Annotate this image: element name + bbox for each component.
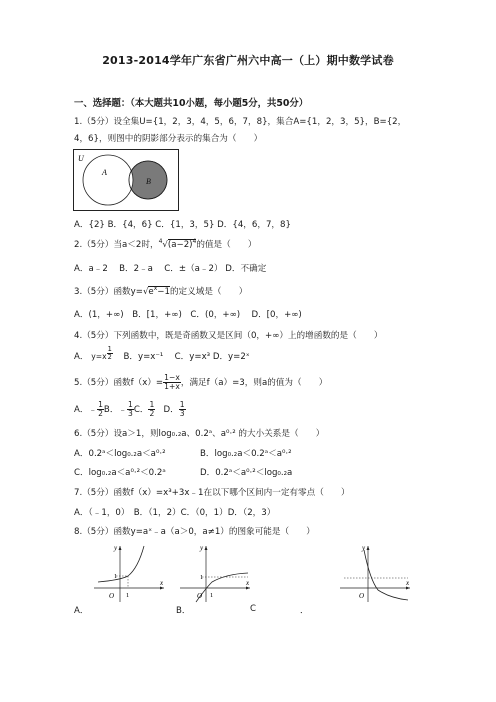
q4-options-rest: B．y=x⁻¹ C．y=x³ D．y=2ˣ: [123, 352, 250, 362]
q6-option-a: A．0.2ᵃ＜log₀.₂a＜a⁰·²: [74, 449, 166, 459]
q3-stem: [74, 285, 247, 297]
q8-graph-c-origin: O: [359, 592, 365, 600]
q4-a-exponent: $\frac{1}{2}$: [107, 345, 112, 361]
q8-label-a: A．: [74, 606, 89, 616]
q2-options: A．a﹣2 B．2﹣a C．±（a﹣2） D．不确定: [74, 264, 267, 274]
q6-option-d: D．0.2ᵃ＜a⁰·²＜log₀.₂a: [200, 468, 293, 478]
q3-stem-a: 3.（5分）函数y=: [74, 287, 143, 297]
q6-option-b: B．log₀.₂a＜0.2ᵃ＜a⁰·²: [200, 449, 292, 459]
q5-b-value: $\frac{1}{3}$: [128, 400, 133, 418]
q2-radicand: $(a-2)^4$: [167, 238, 197, 250]
q1-options: A．{2} B．{4，6} C．{1，3，5} D．{4，6，7，8}: [74, 220, 291, 230]
q5-c-value: $\frac{1}{2}$: [149, 400, 155, 418]
q8-label-b: B．: [176, 606, 191, 616]
venn-diagram: [73, 149, 179, 211]
q8-graph-a-one-x: 1: [126, 592, 130, 599]
q8-graph-c-y-label: y: [362, 544, 366, 552]
q8-graph-b-y-label: y: [200, 544, 204, 552]
q8-label-d: ．: [300, 606, 309, 616]
q8-graph-b-origin: O: [197, 592, 203, 600]
q7-stem: 7.（5分）函数f（x）=x³+3x﹣1在以下哪个区间内一定有零点（ ）: [74, 488, 350, 498]
q4-a-label: A．: [74, 352, 89, 362]
q5-c-label: C．: [133, 405, 149, 415]
q8-graph-a-y-label: y: [114, 544, 118, 552]
q2-stem-a: 2.（5分）当a＜2时，: [74, 240, 159, 250]
q5-fraction: $\frac{1-x}{1+x}$: [164, 373, 180, 391]
q8-graph-b: [176, 540, 256, 604]
q8-graph-b-x-label: x: [246, 579, 250, 587]
section-heading: 一、选择题：（本大题共10小题，每小题5分，共50分）: [74, 98, 309, 109]
q3-radicand: $e^x-1$: [148, 285, 170, 297]
q8-graph-a-origin: O: [109, 592, 115, 600]
q8-graph-c-x-label: x: [406, 579, 410, 587]
venn-label-b: B: [146, 177, 151, 186]
venn-svg: [74, 150, 178, 210]
radical-icon: √: [142, 287, 149, 297]
q8-label-c: C: [250, 604, 257, 614]
q5-stem: [74, 374, 327, 391]
q2-stem-b: 的值是（ ）: [196, 240, 257, 250]
q5-options: [74, 401, 186, 418]
q5-stem-a: 5.（5分）函数f（x）=: [74, 378, 164, 388]
page-title: 2013-2014学年广东省广州六中高一（上）期中数学试卷: [102, 54, 394, 67]
radical-icon: √: [162, 240, 168, 250]
q8-stem: 8.（5分）函数y=aˣ﹣a（a＞0，a≠1）的图象可能是（ ）: [74, 527, 315, 537]
q8-graph-b-one-x: 1: [210, 592, 214, 599]
q8-graph-a-x-label: x: [160, 579, 164, 587]
q4-options: [74, 345, 250, 362]
q7-options: A．（﹣1，0） B．（1，2）C．（0，1）D．（2，3）: [74, 508, 276, 518]
q8-graph-a: [90, 540, 170, 604]
venn-label-a: A: [102, 168, 107, 177]
q5-d-label: D．: [163, 405, 179, 415]
q5-b-label: B．﹣: [103, 405, 128, 415]
q8-graph-b-one-y: 1: [200, 574, 204, 581]
q8-graph-c: [336, 540, 416, 604]
q5-a-value: $\frac{1}{2}$: [98, 400, 103, 418]
q4-a-y: y=x: [91, 352, 107, 361]
q5-stem-b: ，满足f（a）=3，则a的值为（ ）: [180, 378, 328, 388]
q5-a-label: A．﹣: [74, 405, 98, 415]
q6-option-c: C．log₀.₂a＜a⁰·²＜0.2ᵃ: [74, 468, 166, 478]
q3-stem-b: 的定义域是（ ）: [169, 287, 248, 297]
q5-d-value: $\frac{1}{3}$: [179, 400, 185, 418]
q1-stem-line2: 4，6}，则图中的阴影部分表示的集合为（ ）: [74, 134, 263, 144]
q3-options: A．(1，+∞) B．[1，+∞) C．(0，+∞) D．[0，+∞): [74, 310, 302, 320]
q6-stem: 6.（5分）设a＞1，则log₀.₂a、0.2ᵃ、a⁰·² 的大小关系是（ ）: [74, 429, 325, 439]
q1-stem-line1: 1.（5分）设全集U={1，2，3，4，5，6，7，8}，集合A={1，2，3，5}，B={2，: [74, 117, 407, 127]
venn-set-a: [83, 155, 133, 205]
q2-root-index: 4: [158, 238, 163, 246]
q2-stem: [74, 238, 257, 250]
q8-graph-a-one-y: 1: [114, 573, 118, 580]
venn-label-u: U: [78, 154, 84, 163]
q4-stem: 4.（5分）下列函数中，既是奇函数又是区间（0，+∞）上的增函数的是（ ）: [74, 331, 383, 341]
